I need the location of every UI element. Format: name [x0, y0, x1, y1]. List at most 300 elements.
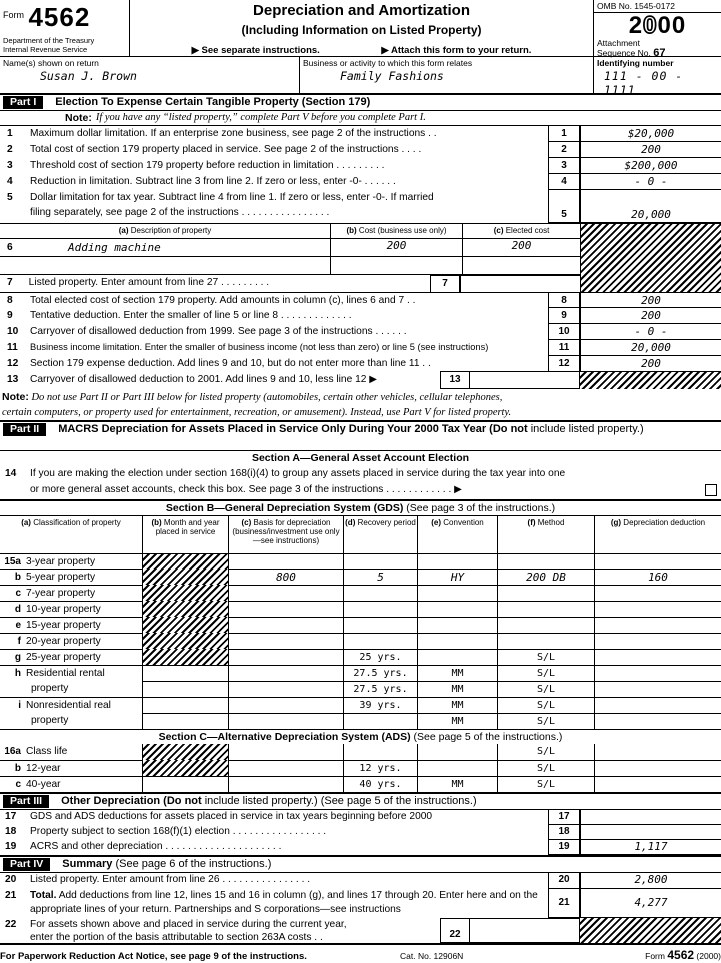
section-b-header — [0, 500, 721, 515]
col-c-text: Elected cost — [505, 226, 550, 235]
line21-bold: Total. — [30, 890, 57, 901]
line-number: 20 — [5, 874, 17, 885]
method-cell: S/L — [497, 760, 594, 776]
basis-cell[interactable] — [228, 760, 343, 776]
deduction-cell[interactable] — [594, 776, 721, 792]
line19-value-field[interactable]: 1,117 — [580, 839, 721, 855]
convention-cell: MM — [417, 713, 497, 729]
line-4 — [0, 174, 721, 190]
recovery-cell: 12 yrs. — [343, 760, 417, 776]
classification-cell — [0, 601, 142, 617]
deduction-cell[interactable] — [594, 585, 721, 601]
line1-value-field[interactable]: $20,000 — [580, 125, 721, 142]
line-numbox: 3 — [548, 157, 580, 174]
form-header — [0, 0, 721, 57]
line6-row1 — [0, 239, 580, 257]
line-3 — [0, 158, 721, 174]
part1-label: Part I — [3, 96, 43, 109]
text: Depreciation deduction — [623, 518, 706, 527]
row-number: c — [15, 779, 21, 790]
line11-value-field[interactable]: 20,000 — [580, 339, 721, 356]
deduction-cell[interactable] — [594, 760, 721, 776]
row-number: 16a — [4, 746, 21, 757]
deduction-cell[interactable]: 160 — [594, 569, 721, 585]
shaded-cell — [142, 553, 228, 569]
classification-cell — [0, 713, 142, 729]
part3-title — [61, 795, 477, 808]
line-14 — [0, 466, 721, 500]
description-cell[interactable] — [0, 257, 330, 274]
form-word: Form — [3, 10, 24, 20]
line14-text1: If you are making the election under section 168(i)(4) to group any assets placed in service during the tax year into one — [30, 468, 566, 479]
line-numbox: 13 — [440, 371, 470, 389]
line-text: GDS and ADS deductions for assets placed in service in tax years beginning before 2000 — [30, 811, 433, 822]
gds-header-row — [0, 515, 721, 553]
col-cost-header — [330, 224, 462, 238]
text: Basis for depreciation (business/investment use only—see instructions) — [232, 518, 340, 545]
classification-cell — [0, 649, 142, 665]
part3-title-rest: include listed property.) (See page 5 of the instructions.) — [201, 795, 477, 807]
month-year-cell[interactable] — [142, 665, 228, 681]
line-21 — [0, 889, 721, 918]
form-number: 4562 — [28, 2, 91, 32]
text: Method — [537, 518, 565, 527]
table-row-15h-2 — [0, 681, 721, 697]
method-cell[interactable] — [497, 601, 594, 617]
line-11 — [0, 340, 721, 356]
form-title: Depreciation and Amortization — [253, 2, 470, 19]
line-text: Total cost of section 179 property placed in service. See page 2 of the instructions . . . . — [30, 144, 422, 155]
attach-note: ▶ Attach this form to your return. — [381, 45, 532, 56]
year-digit-outline: 0 — [643, 12, 658, 39]
year-digits: 00 — [657, 12, 687, 39]
recovery-cell: 39 yrs. — [343, 697, 417, 713]
method-cell[interactable]: 200 DB — [497, 569, 594, 585]
line-13 — [0, 372, 721, 389]
tag: (c) — [241, 518, 252, 527]
line-number: 12 — [7, 358, 19, 369]
line-number: 18 — [5, 826, 17, 837]
row-label: 7-year property — [26, 588, 96, 599]
part4-title — [62, 858, 271, 871]
method-cell[interactable] — [497, 585, 594, 601]
table-row-15h-1 — [0, 665, 721, 681]
line20-value-field[interactable]: 2,800 — [580, 872, 721, 889]
row-number: h — [14, 668, 21, 679]
line7-value-field[interactable] — [460, 275, 580, 292]
row-number: b — [14, 572, 21, 583]
name-field[interactable]: Susan J. Brown — [40, 69, 137, 83]
method-cell[interactable] — [497, 617, 594, 633]
month-year-cell[interactable] — [142, 713, 228, 729]
line-7 — [0, 275, 580, 292]
line8-value-field[interactable]: 200 — [580, 292, 721, 308]
section-a-header: Section A—General Asset Account Election — [251, 452, 470, 464]
line3-value-field[interactable]: $200,000 — [580, 157, 721, 174]
macrs-ads-table — [0, 744, 721, 792]
classification-cell — [0, 585, 142, 601]
taxpayer-row — [0, 57, 721, 95]
line-number: 7 — [7, 277, 13, 288]
cost-field[interactable]: 200 — [330, 239, 462, 256]
recovery-cell[interactable] — [343, 617, 417, 633]
line-numbox: 1 — [548, 125, 580, 142]
name-cell — [0, 57, 300, 93]
convention-cell: MM — [417, 665, 497, 681]
deduction-cell[interactable] — [594, 553, 721, 569]
row-label: 15-year property — [26, 620, 101, 631]
recovery-cell[interactable] — [343, 585, 417, 601]
identifying-number-field[interactable]: 111 - 00 - 1111 — [604, 69, 684, 97]
line-number: 22 — [5, 919, 17, 930]
col-elected-header — [462, 224, 580, 238]
line-numbox: 12 — [548, 355, 580, 372]
line-20 — [0, 873, 721, 889]
basis-cell[interactable] — [228, 697, 343, 713]
classification-cell — [0, 553, 142, 569]
line-numbox: 20 — [548, 872, 580, 889]
line-17 — [0, 810, 721, 825]
row-label: 5-year property — [26, 572, 96, 583]
line22-value-field[interactable] — [470, 918, 580, 943]
row-label: property — [31, 715, 69, 726]
classification-cell — [0, 744, 142, 760]
line6-table — [0, 223, 721, 292]
dept-line1: Department of the Treasury — [3, 36, 95, 45]
convention-cell[interactable] — [417, 633, 497, 649]
see-instructions-note: ▶ See separate instructions. — [191, 45, 320, 56]
name-label: Name(s) shown on return — [3, 58, 99, 68]
cost-field[interactable] — [330, 257, 462, 274]
convention-cell: MM — [417, 776, 497, 792]
line-18 — [0, 825, 721, 840]
line-5 — [0, 190, 721, 223]
line6-table-header — [0, 224, 580, 239]
col-b-text: Cost (business use only) — [358, 226, 447, 235]
line-9 — [0, 308, 721, 324]
row-label: 3-year property — [26, 556, 96, 567]
table-row-16a — [0, 744, 721, 760]
deduction-cell[interactable] — [594, 713, 721, 729]
line10-value-field[interactable]: - 0 - — [580, 323, 721, 340]
row-label: 40-year — [26, 779, 61, 790]
method-cell: S/L — [497, 776, 594, 792]
line-10 — [0, 324, 721, 340]
row-number: c — [15, 588, 21, 599]
dept-line2: Internal Revenue Service — [3, 44, 88, 54]
convention-cell[interactable] — [417, 601, 497, 617]
attachment-sequence — [594, 39, 721, 58]
recovery-cell[interactable] — [343, 744, 417, 760]
line-numbox: 8 — [548, 292, 580, 308]
line-text: Total elected cost of section 179 property. Add amounts in column (c), lines 6 and 7 . . — [30, 295, 416, 306]
note-line1: Do not use Part II or Part III below for listed property (automobiles, certain other vehicles, cellular telephones, — [31, 392, 503, 403]
line17-value-field[interactable] — [580, 809, 721, 825]
note-bold: Note: — [2, 391, 29, 403]
line-text: Property subject to section 168(f)(1) election . . . . . . . . . . . . . . . . . — [30, 826, 327, 837]
description-cell[interactable] — [0, 239, 330, 256]
identifying-number-label: Identifying number — [597, 58, 674, 68]
row-label: 25-year property — [26, 652, 101, 663]
col-a-tag: (a) — [118, 226, 129, 235]
month-year-cell[interactable] — [142, 697, 228, 713]
line2-value-field[interactable]: 200 — [580, 141, 721, 158]
convention-cell[interactable] — [417, 760, 497, 776]
method-cell: S/L — [497, 665, 594, 681]
line-number: 10 — [7, 326, 19, 337]
line-text: ACRS and other depreciation . . . . . . . . . . . . . . . . . . . . . — [30, 841, 282, 852]
basis-cell[interactable] — [228, 617, 343, 633]
basis-cell[interactable] — [228, 713, 343, 729]
shaded-cell — [142, 585, 228, 601]
footer-form-word: Form — [645, 951, 665, 961]
row-label: property — [31, 683, 69, 694]
line-number: 1 — [7, 128, 13, 139]
part2-label: Part II — [3, 423, 46, 436]
line-22 — [0, 918, 721, 945]
row-number: 15a — [4, 556, 21, 567]
page-footer — [0, 945, 721, 962]
basis-cell[interactable] — [228, 585, 343, 601]
line13-value-field[interactable] — [470, 371, 580, 389]
classification-cell — [0, 633, 142, 649]
line-text — [30, 918, 440, 943]
shaded-cell — [142, 633, 228, 649]
deduction-cell[interactable] — [594, 633, 721, 649]
classification-cell — [0, 697, 142, 713]
shaded-area — [580, 371, 721, 389]
table-row-16b — [0, 760, 721, 776]
form-footer-id — [570, 948, 721, 962]
section-c-bold: Section C—Alternative Depreciation System (ADS) — [158, 731, 411, 743]
line18-value-field[interactable] — [580, 824, 721, 840]
line-text: Maximum dollar limitation. If an enterprise zone business, see page 2 of the instructions . . — [30, 128, 437, 139]
part2-title-bold: MACRS Depreciation for Assets Placed in Service Only During Your 2000 Tax Year (Do not — [58, 423, 528, 435]
line-numbox: 19 — [548, 839, 580, 855]
deduction-cell[interactable] — [594, 601, 721, 617]
classification-cell — [0, 617, 142, 633]
tag: (b) — [151, 518, 162, 527]
footer-form-year: (2000) — [696, 951, 721, 961]
part3-label: Part III — [3, 795, 49, 808]
deduction-cell[interactable] — [594, 697, 721, 713]
convention-cell[interactable] — [417, 617, 497, 633]
basis-cell[interactable] — [228, 744, 343, 760]
recovery-cell[interactable] — [343, 601, 417, 617]
line-numbox: 2 — [548, 141, 580, 158]
deduction-cell[interactable] — [594, 617, 721, 633]
line-text: Tentative deduction. Enter the smaller of line 5 or line 8 . . . . . . . . . . . . . — [30, 310, 352, 321]
line-text — [0, 275, 430, 292]
part4-label: Part IV — [3, 858, 50, 871]
row-number: f — [17, 636, 21, 647]
department-lines — [3, 37, 126, 54]
table-row-15a — [0, 553, 721, 569]
line-number: 2 — [7, 144, 13, 155]
convention-cell[interactable]: HY — [417, 569, 497, 585]
col-c-tag: (c) — [493, 226, 504, 235]
line-12 — [0, 356, 721, 372]
recovery-cell: 27.5 yrs. — [343, 681, 417, 697]
col-month-year-header — [142, 515, 228, 553]
note-text: If you have any “listed property,” complete Part V before you complete Part I. — [95, 112, 426, 123]
line-numbox: 7 — [430, 275, 460, 292]
line22-text2: enter the portion of the basis attributable to section 263A costs . . — [30, 932, 323, 943]
basis-cell[interactable] — [228, 601, 343, 617]
month-year-cell[interactable] — [142, 681, 228, 697]
basis-cell[interactable] — [228, 649, 343, 665]
row-label: 10-year property — [26, 604, 101, 615]
basis-cell[interactable] — [228, 665, 343, 681]
shaded-cell — [142, 617, 228, 633]
line-2 — [0, 142, 721, 158]
listed-property-note — [0, 389, 721, 420]
line6-row2 — [0, 257, 580, 275]
sequence-number: 67 — [653, 46, 666, 59]
line-number: 3 — [7, 160, 13, 171]
recovery-cell: 40 yrs. — [343, 776, 417, 792]
basis-cell[interactable] — [228, 553, 343, 569]
tag: (g) — [610, 518, 622, 527]
classification-cell — [0, 776, 142, 792]
line-number: 11 — [7, 342, 18, 353]
line-numbox: 10 — [548, 323, 580, 340]
line-number: 17 — [5, 811, 17, 822]
form-subtitle: (Including Information on Listed Property) — [241, 23, 482, 37]
row-label: Nonresidential real — [26, 700, 111, 711]
deduction-cell[interactable] — [594, 744, 721, 760]
line-number: 14 — [5, 468, 17, 479]
classification-cell — [0, 760, 142, 776]
method-cell: S/L — [497, 681, 594, 697]
note-line2: certain computers, or property used for entertainment, recreation, or amusement). Instead, use Part V for listed property. — [2, 406, 512, 418]
part1-bar — [0, 95, 721, 111]
deduction-cell[interactable] — [594, 665, 721, 681]
line-number: 21 — [5, 890, 17, 901]
recovery-cell[interactable]: 5 — [343, 569, 417, 585]
recovery-cell — [343, 713, 417, 729]
tag: (d) — [345, 518, 356, 527]
section-b-bold: Section B—General Depreciation System (GDS) — [165, 502, 404, 514]
col-basis-header — [228, 515, 343, 553]
tag: (f) — [527, 518, 536, 527]
method-cell[interactable] — [497, 633, 594, 649]
line-text: Reduction in limitation. Subtract line 3 from line 2. If zero or less, enter -0- . . . . . . — [30, 176, 396, 187]
part2-title — [58, 423, 688, 436]
line-numbox: 4 — [548, 173, 580, 190]
line-numbox: 5 — [548, 189, 580, 223]
line5-value-field[interactable]: 20,000 — [580, 189, 721, 223]
line-text: Carryover of disallowed deduction from 1999. See page 3 of the instructions . . . . . . — [30, 326, 407, 337]
line-19 — [0, 840, 721, 855]
line7-text: Listed property. Enter amount from line 27 . . . . . . . . . — [28, 277, 270, 288]
method-cell[interactable] — [497, 553, 594, 569]
line-numbox: 21 — [548, 888, 580, 918]
row-number: i — [18, 700, 21, 711]
col-a-text: Description of property — [130, 226, 212, 235]
text: Month and year placed in service — [155, 518, 220, 536]
line-text: Listed property. Enter amount from line 26 . . . . . . . . . . . . . . . . — [30, 874, 311, 885]
convention-cell[interactable] — [417, 553, 497, 569]
deduction-cell[interactable] — [594, 649, 721, 665]
sequence-word: Sequence No. — [597, 47, 651, 58]
elected-cost-field[interactable] — [462, 257, 580, 274]
col-recovery-header — [343, 515, 417, 553]
col-b-tag: (b) — [346, 226, 357, 235]
paperwork-notice: For Paperwork Reduction Act Notice, see page 9 of the instructions. — [0, 951, 307, 962]
basis-cell[interactable] — [228, 633, 343, 649]
row-label: Residential rental — [26, 668, 105, 679]
line21-text: Add deductions from line 12, lines 15 and 16 in column (g), and lines 17 through 20. Enter here and on the appropriate lines of your return. Partnerships and S corporations—see instructions — [30, 890, 538, 915]
basis-cell[interactable] — [228, 681, 343, 697]
form-number-block — [0, 0, 130, 56]
table-row-15f — [0, 633, 721, 649]
catalog-number: Cat. No. 12906N — [400, 951, 464, 961]
shaded-cell — [142, 569, 228, 585]
line4-value-field[interactable]: - 0 - — [580, 173, 721, 190]
convention-cell[interactable] — [417, 744, 497, 760]
line9-value-field[interactable]: 200 — [580, 307, 721, 324]
part1-note — [0, 111, 721, 126]
business-field[interactable]: Family Fashions — [340, 69, 444, 83]
table-row-15i-1 — [0, 697, 721, 713]
recovery-cell[interactable] — [343, 553, 417, 569]
classification-cell — [0, 665, 142, 681]
month-year-cell[interactable] — [142, 776, 228, 792]
line-text: Section 179 expense deduction. Add lines 9 and 10, but do not enter more than line 11 . . — [30, 358, 431, 369]
basis-cell[interactable]: 800 — [228, 569, 343, 585]
row-number: g — [14, 652, 21, 663]
row-number: d — [14, 604, 21, 615]
text: Classification of property — [33, 518, 121, 527]
table-row-15g — [0, 649, 721, 665]
line-numbox: 11 — [548, 339, 580, 356]
convention-cell — [417, 649, 497, 665]
line5-text1: Dollar limitation for tax year. Subtract line 4 from line 1. If zero or less, enter -0-. If married — [30, 192, 434, 203]
method-cell: S/L — [497, 697, 594, 713]
part4-title-bold: Summary — [62, 858, 113, 870]
identifying-number-cell — [594, 57, 721, 97]
table-row-15d — [0, 601, 721, 617]
elected-cost-field[interactable]: 200 — [462, 239, 580, 256]
convention-cell[interactable] — [417, 585, 497, 601]
classification-cell — [0, 681, 142, 697]
section-c-header — [0, 729, 721, 744]
recovery-cell: 27.5 yrs. — [343, 665, 417, 681]
table-row-15b — [0, 569, 721, 585]
footer-form-number: 4562 — [667, 948, 695, 962]
table-row-16c — [0, 776, 721, 792]
business-cell — [300, 57, 594, 93]
line21-value-field[interactable]: 4,277 — [580, 888, 721, 918]
title-block — [130, 0, 594, 56]
shaded-area — [580, 918, 721, 943]
part2-bar — [0, 420, 721, 451]
section-b-rest: (See page 3 of the instructions.) — [403, 502, 556, 514]
basis-cell[interactable] — [228, 776, 343, 792]
part3-title-bold: Other Depreciation (Do not — [61, 795, 202, 807]
deduction-cell[interactable] — [594, 681, 721, 697]
line5-text2: filing separately, see page 2 of the instructions . . . . . . . . . . . . . . . . — [30, 207, 330, 218]
recovery-cell[interactable] — [343, 633, 417, 649]
col-deduction-header — [594, 515, 721, 553]
line-text: Carryover of disallowed deduction to 2001. Add lines 9 and 10, less line 12 ▶ — [30, 374, 378, 385]
line-numbox: 17 — [548, 809, 580, 825]
line12-value-field[interactable]: 200 — [580, 355, 721, 372]
shaded-cell — [142, 760, 228, 776]
line14-checkbox[interactable] — [705, 484, 717, 496]
col-method-header — [497, 515, 594, 553]
